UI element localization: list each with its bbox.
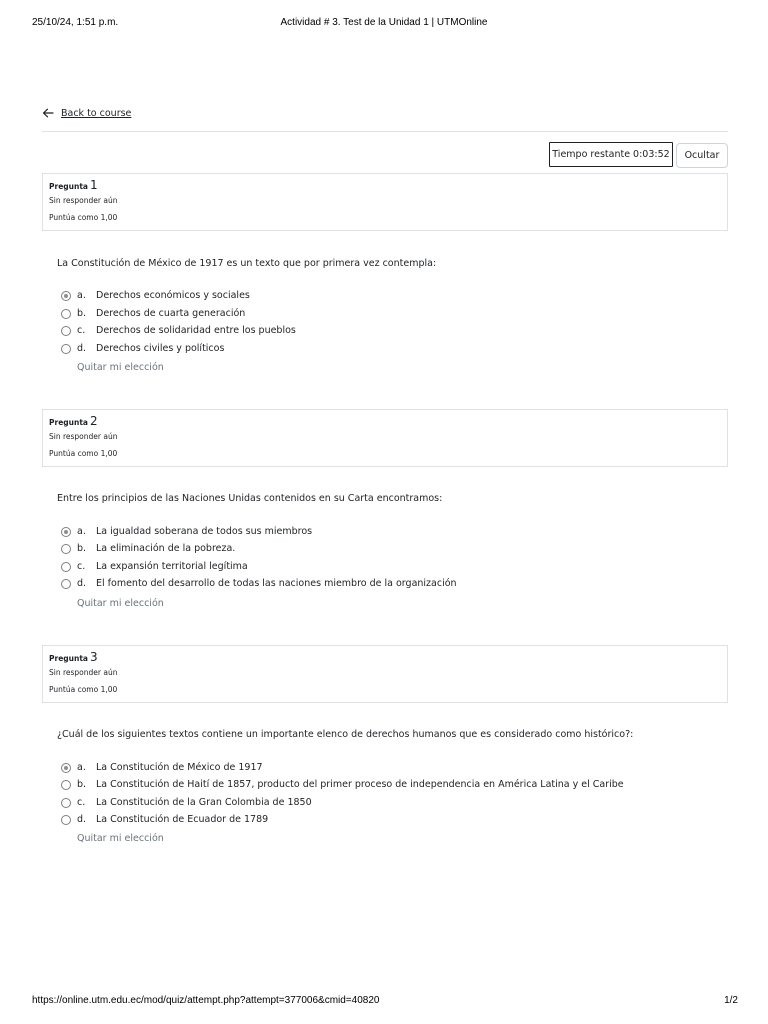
radio-button[interactable]: [61, 562, 71, 572]
question-info-1: [42, 173, 728, 231]
question-state: Sin responder aún: [49, 432, 118, 441]
answer-option-2c[interactable]: c. La expansión territorial legítima: [61, 560, 71, 573]
radio-button[interactable]: [61, 544, 71, 554]
radio-button[interactable]: [61, 291, 71, 301]
radio-button[interactable]: [61, 815, 71, 825]
clear-choice-link-1[interactable]: Quitar mi elección: [77, 362, 164, 373]
question-number: Pregunta 3: [49, 650, 98, 664]
arrow-left-icon: [42, 108, 54, 118]
hide-timer-button[interactable]: Ocultar: [676, 143, 728, 168]
print-footer: [0, 995, 768, 1009]
print-page-number: 1/2: [724, 995, 738, 1006]
answer-option-3b[interactable]: b. La Constitución de Haití de 1857, producto del primer proceso de independencia en América Latina y el Caribe: [61, 778, 71, 791]
radio-button[interactable]: [61, 309, 71, 319]
question-grade: Puntúa como 1,00: [49, 449, 118, 458]
back-to-course-label: Back to course: [61, 107, 132, 119]
answer-option-1c[interactable]: c. Derechos de solidaridad entre los pueblos: [61, 324, 71, 337]
back-to-course-link[interactable]: [42, 106, 131, 120]
radio-button[interactable]: [61, 798, 71, 808]
answer-option-2d[interactable]: d. El fomento del desarrollo de todas las naciones miembro de la organización: [61, 577, 71, 590]
clear-choice-link-2[interactable]: Quitar mi elección: [77, 598, 164, 609]
radio-button[interactable]: [61, 527, 71, 537]
radio-button[interactable]: [61, 326, 71, 336]
print-header: [0, 17, 768, 31]
print-page-title: Actividad # 3. Test de la Unidad 1 | UTMOnline: [280, 17, 488, 28]
question-grade: Puntúa como 1,00: [49, 685, 118, 694]
print-datetime: 25/10/24, 1:51 p.m.: [32, 17, 119, 28]
question-number: Pregunta 2: [49, 414, 98, 428]
question-text-3: ¿Cuál de los siguientes textos contiene un importante elenco de derechos humanos que es considerado como histórico?:: [57, 729, 634, 740]
question-text-2: Entre los principios de las Naciones Unidas contenidos en su Carta encontramos:: [57, 493, 443, 504]
answer-option-3d[interactable]: d. La Constitución de Ecuador de 1789: [61, 813, 71, 826]
question-state: Sin responder aún: [49, 668, 118, 677]
answer-option-1a[interactable]: a. Derechos económicos y sociales: [61, 289, 71, 302]
question-number: Pregunta 1: [49, 178, 98, 192]
question-state: Sin responder aún: [49, 196, 118, 205]
radio-button[interactable]: [61, 579, 71, 589]
answer-option-3a[interactable]: a. La Constitución de México de 1917: [61, 761, 71, 774]
answer-option-1d[interactable]: d. Derechos civiles y políticos: [61, 342, 71, 355]
header-divider: [42, 131, 728, 132]
radio-button[interactable]: [61, 763, 71, 773]
answer-option-2b[interactable]: b. La eliminación de la pobreza.: [61, 542, 71, 555]
print-url: https://online.utm.edu.ec/mod/quiz/attempt.php?attempt=377006&cmid=40820: [32, 995, 380, 1006]
time-remaining: Tiempo restante 0:03:52: [549, 142, 673, 167]
clear-choice-link-3[interactable]: Quitar mi elección: [77, 833, 164, 844]
question-info-3: [42, 645, 728, 703]
question-info-2: [42, 409, 728, 467]
radio-button[interactable]: [61, 344, 71, 354]
answer-option-2a[interactable]: a. La igualdad soberana de todos sus miembros: [61, 525, 71, 538]
question-text-1: La Constitución de México de 1917 es un texto que por primera vez contempla:: [57, 258, 437, 269]
answer-option-3c[interactable]: c. La Constitución de la Gran Colombia de 1850: [61, 796, 71, 809]
question-grade: Puntúa como 1,00: [49, 213, 118, 222]
radio-button[interactable]: [61, 780, 71, 790]
answer-option-1b[interactable]: b. Derechos de cuarta generación: [61, 307, 71, 320]
